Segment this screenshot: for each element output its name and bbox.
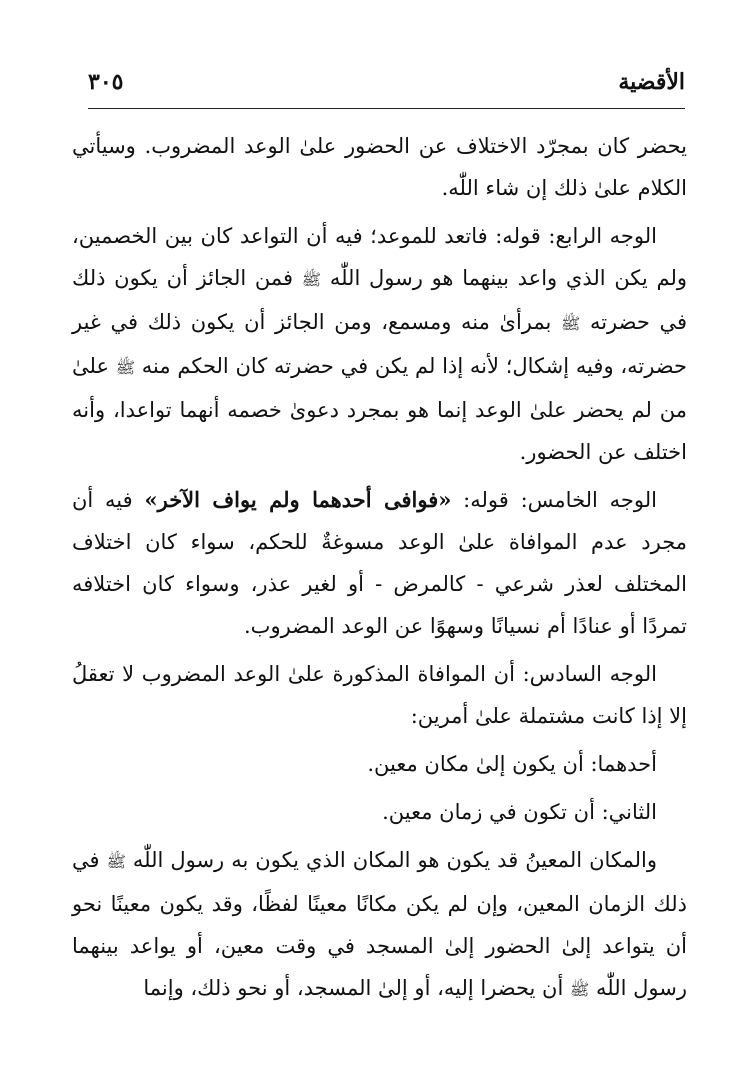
paragraph-fourth-aspect	[72, 215, 687, 473]
paragraph-text: الوجه السادس: أن الموافاة المذكورة علىٰ الوعد المضروب لا تعقلُ إلا إذا كانت مشتملة علىٰ أمرين:	[72, 662, 687, 728]
honorific-glyph: ﷺ	[301, 270, 322, 289]
paragraph-second-matter	[72, 791, 687, 833]
page-header	[88, 62, 685, 102]
paragraph-continuation	[72, 125, 687, 209]
paragraph-text: فمن الجائز أن يكون ذلك في حضرته	[72, 266, 687, 334]
honorific-glyph: ﷺ	[570, 980, 590, 999]
paragraph-specific-place	[72, 839, 687, 1011]
honorific-glyph: ﷺ	[560, 314, 581, 333]
page-number: ٣٠٥	[88, 69, 124, 95]
paragraph-text: والمكان المعينُ قد يكون هو المكان الذي يكون به رسول اللّٰه	[132, 848, 657, 872]
paragraph-text: فيه أن مجرد عدم الموافاة علىٰ الوعد مسوغةٌ للحكم، سواء كان اختلاف المختلف لعذر شرعي - كالمرض - أو لغير عذر، وسواء كان اختلافه تمردًا أو عنادًا أم نسيانًا وسهوًا عن الوعد المضروب.	[72, 488, 687, 638]
paragraph-sixth-aspect	[72, 653, 687, 737]
paragraph-fifth-aspect	[72, 479, 687, 647]
page-body	[72, 125, 687, 1011]
paragraph-first-matter	[72, 743, 687, 785]
paragraph-text: بمرأىٰ منه ومسمع، ومن الجائز أن يكون ذلك في غير حضرته، وفيه إشكال؛ لأنه إذا لم يكن في حضرته كان الحكم منه	[72, 310, 687, 378]
honorific-glyph: ﷺ	[115, 358, 136, 377]
honorific-glyph: ﷺ	[106, 852, 126, 871]
paragraph-text: الثاني: أن تكون في زمان معين.	[382, 800, 657, 824]
paragraph-text: علىٰ من لم يحضر علىٰ الوعد إنما هو بمجرد دعوىٰ خصمه أنهما تواعدا، وأنه اختلف عن الحضور.	[72, 354, 687, 464]
hadith-quote: «فوافى أحدهما ولم يواف الآخر»	[144, 487, 452, 512]
paragraph-text: الوجه الخامس: قوله:	[463, 488, 657, 512]
running-title: الأقضية	[618, 69, 685, 95]
paragraph-text: أن يحضرا إليه، أو إلىٰ المسجد، أو نحو ذلك، وإنما	[143, 976, 564, 1000]
paragraph-text: يحضر كان بمجرّد الاختلاف عن الحضور علىٰ الوعد المضروب. وسيأتي الكلام علىٰ ذلك إن شاء اللّٰه.	[72, 134, 687, 200]
paragraph-text: في ذلك الزمان المعين، وإن لم يكن مكانًا معينًا لفظًا، وقد يكون معينًا نحو أن يتواعد إلىٰ الحضور إلىٰ المسجد في وقت معين، أو يواعد بينهما رسول اللّٰه	[72, 848, 687, 1000]
paragraph-text: أحدهما: أن يكون إلىٰ مكان معين.	[367, 752, 657, 776]
header-divider	[88, 108, 685, 109]
paragraph-text: الوجه الرابع: قوله: فاتعد للموعد؛ فيه أن التواعد كان بين الخصمين، ولم يكن الذي واعد بينهما هو رسول اللّٰه	[72, 224, 687, 290]
